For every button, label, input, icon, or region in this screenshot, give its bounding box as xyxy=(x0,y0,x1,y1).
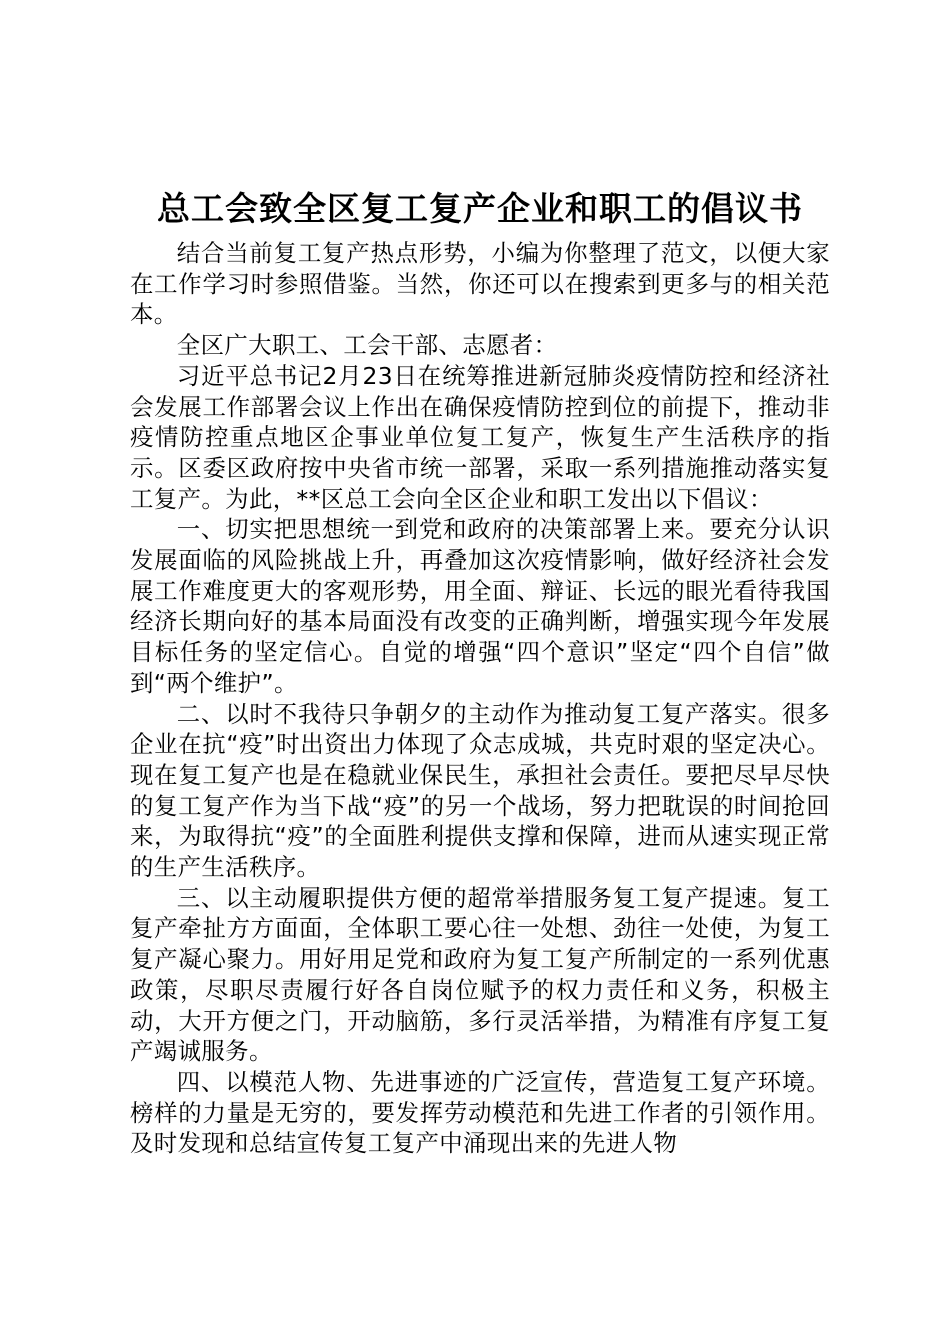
body-paragraph: 二、以时不我待只争朝夕的主动作为推动复工复产落实。很多企业在抗“疫”时出资出力体现了众志成城，共克时艰的坚定决心。现在复工复产也是在稳就业保民生，承担社会责任。要把尽早尽快的复工复产作为当下战“疫”的另一个战场，努力把耽误的时间抢回来，为取得抗“疫”的全面胜利提供支撑和保障，进而从速实现正常的生产生活秩序。 xyxy=(130,699,830,882)
document-title: 总工会致全区复工复产企业和职工的倡议书 xyxy=(157,189,803,228)
intro-paragraph: 结合当前复工复产热点形势，小编为你整理了范文，以便大家在工作学习时参照借鉴。当然，你还可以在搜索到更多与的相关范本。 xyxy=(130,239,830,329)
body-paragraph: 习近平总书记2月23日在统筹推进新冠肺炎疫情防控和经济社会发展工作部署会议上作出在确保疫情防控到位的前提下，推动非疫情防控重点地区企事业单位复工复产，恢复生产生活秩序的指示。区委区政府按中央省市统一部署，采取一系列措施推动落实复工复产。为此，**区总工会向全区企业和职工发出以下倡议： xyxy=(130,361,830,513)
body-paragraph: 三、以主动履职提供方便的超常举措服务复工复产提速。复工复产牵扯方方面面，全体职工要心往一处想、劲往一处使，为复工复产凝心聚力。用好用足党和政府为复工复产所制定的一系列优惠政策，尽职尽责履行好各自岗位赋予的权力责任和义务，积极主动，大开方便之门，开动脑筋，多行灵活举措，为精准有序复工复产竭诚服务。 xyxy=(130,883,830,1066)
document-page xyxy=(130,180,830,1159)
body-paragraph: 一、切实把思想统一到党和政府的决策部署上来。要充分认识发展面临的风险挑战上升，再叠加这次疫情影响，做好经济社会发展工作难度更大的客观形势，用全面、辩证、长远的眼光看待我国经济长期向好的基本局面没有改变的正确判断，增强实现今年发展目标任务的坚定信心。自觉的增强“四个意识”坚定“四个自信”做到“两个维护”。 xyxy=(130,515,830,697)
body-paragraph: 四、以模范人物、先进事迹的广泛宣传，营造复工复产环境。榜样的力量是无穷的，要发挥劳动模范和先进工作者的引领作用。及时发现和总结宣传复工复产中涌现出来的先进人物 xyxy=(130,1067,830,1158)
salutation: 全区广大职工、工会干部、志愿者： xyxy=(176,331,558,360)
